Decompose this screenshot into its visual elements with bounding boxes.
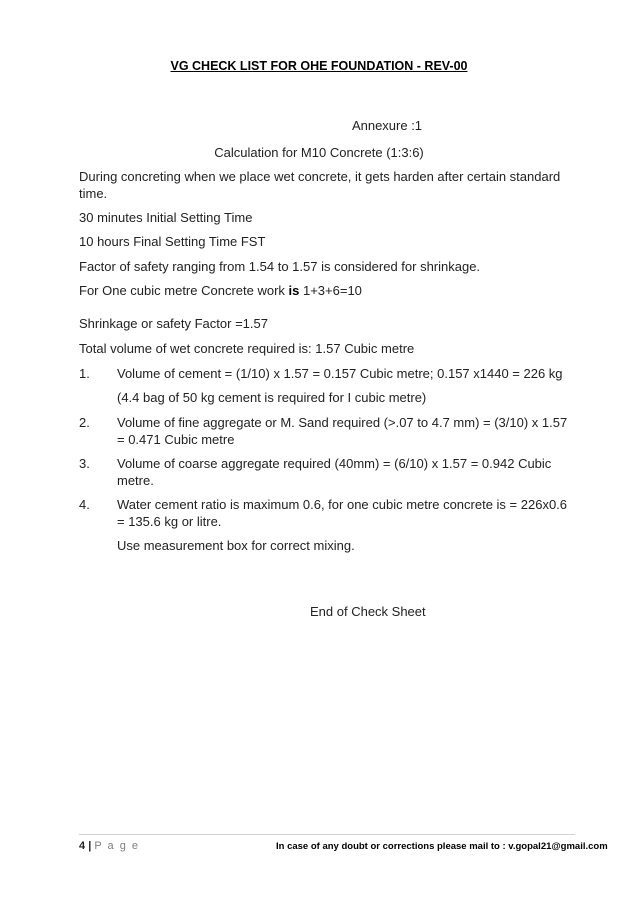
page-label: P a g e <box>94 840 140 852</box>
footer-contact: In case of any doubt or corrections please mail to : v.gopal21@gmail.com <box>276 841 608 852</box>
calculation-heading-text: Calculation for M10 Concrete (1:3:6) <box>214 145 424 160</box>
cubic-metre-line <box>79 282 569 299</box>
intro-paragraph: During concreting when we place wet concrete, it gets harden after certain standard time. <box>79 169 561 201</box>
cubic-metre-suffix: 1+3+6=10 <box>299 283 362 298</box>
item-text: Water cement ratio is maximum 0.6, for one cubic metre concrete is = 226x0.6 = 135.6 kg or litre. <box>117 497 568 529</box>
shrinkage-factor-line: Shrinkage or safety Factor =1.57 <box>79 316 268 331</box>
item-text: Volume of fine aggregate or M. Sand required (>.07 to 4.7 mm) = (3/10) x 1.57 = 0.471 Cubic metre <box>117 415 568 447</box>
page-number: 4 <box>79 840 86 852</box>
annexure-text: Annexure :1 <box>351 118 423 133</box>
calculation-heading <box>0 145 638 160</box>
initial-setting-line: 30 minutes Initial Setting Time <box>79 210 253 225</box>
item-text: Volume of cement = (1/10) x 1.57 = 0.157 Cubic metre; 0.157 x1440 = 226 kg <box>117 366 563 381</box>
cubic-metre-prefix: For One cubic metre Concrete work <box>79 283 289 298</box>
page-separator: | <box>88 840 92 852</box>
document-title: VG CHECK LIST FOR OHE FOUNDATION - REV-00 <box>170 59 468 73</box>
item-number: 2. <box>79 415 90 430</box>
footer-divider <box>79 834 575 835</box>
item-text: Volume of coarse aggregate required (40mm) = (6/10) x 1.57 = 0.942 Cubic metre. <box>117 456 552 488</box>
item-note: (4.4 bag of 50 kg cement is required for I cubic metre) <box>117 390 427 405</box>
item-note: Use measurement box for correct mixing. <box>117 538 355 553</box>
item-number: 1. <box>79 366 90 381</box>
annexure-label <box>0 118 638 133</box>
cubic-metre-bold-word: is <box>288 283 300 298</box>
item-number: 3. <box>79 456 90 471</box>
footer-page-number <box>79 840 140 852</box>
safety-factor-line: Factor of safety ranging from 1.54 to 1.57 is considered for shrinkage. <box>79 259 481 274</box>
end-of-sheet-text: End of Check Sheet <box>310 604 426 619</box>
total-volume-line: Total volume of wet concrete required is: 1.57 Cubic metre <box>79 341 415 356</box>
final-setting-line: 10 hours Final Setting Time FST <box>79 234 266 249</box>
item-number: 4. <box>79 497 90 512</box>
